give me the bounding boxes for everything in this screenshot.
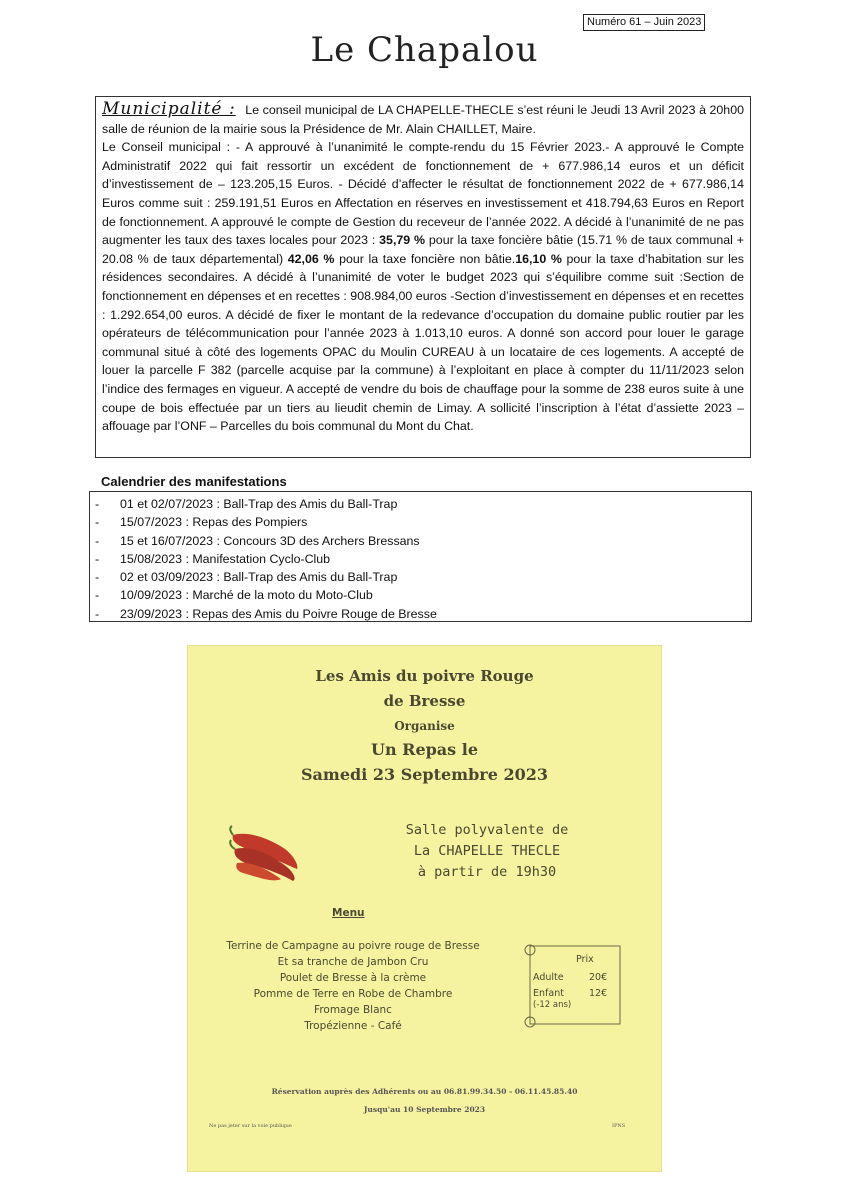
list-item (90, 605, 751, 623)
body-part-4: pour la taxe d’habitation sur les résidences secondaires. A décidé à l’unanimité de voter le budget 2023 qui s’équilibre comme suit :Section de fonctionnement en dépenses et en recettes : 908.984,00 euros -Section d’investissement en dépenses et en recettes : 1.292.654,00 euros. A décidé de fixer le montant de la redevance d’occupation du domaine public routier par les opérateurs de télécommunication pour l’année 2023 à 1.013,10 euros. A donné son accord pour louer le garage communal situé à côté des logements OPAC du Moulin CUREAU à un locataire de ces logements. A accepté de louer la parcelle F 382 (parcelle acquise par la commune) à l’exploitant en place à compter du 11/11/2023 selon l’indice des fermages en vigueur. A accepté de vendre du bois de chauffage pour la somme de 238 euros suite à une coupe de bois effectuée par un tiers au lieudit chemin de Limay. A sollicité l’inscription à l’état d’assiette 2023 – affouage par l’ONF – Parcelles du bois communal du Mont du Chat. (102, 251, 744, 434)
municipalite-intro: Le conseil municipal de LA CHAPELLE-THECLE s’est réuni le Jeudi 13 Avril 2023 à 20h00 salle de réunion de la mairie sous la Présidence de Mr. Alain CHAILLET, Maire. (102, 103, 744, 136)
menu-list (187, 938, 519, 1034)
price-child (533, 988, 608, 999)
event-text: 15 et 16/07/2023 : Concours 3D des Archers Bressans (120, 533, 420, 548)
menu-item: Fromage Blanc (314, 1004, 392, 1016)
menu-title: Menu (332, 907, 365, 919)
event-text: 15/07/2023 : Repas des Pompiers (120, 515, 308, 530)
event-text: 10/09/2023 : Marché de la moto du Moto-Club (120, 588, 373, 603)
event-text: 23/09/2023 : Repas des Amis du Poivre Rouge de Bresse (120, 606, 437, 621)
price-child-label: Enfant (533, 988, 564, 999)
menu-item: Pomme de Terre en Robe de Chambre (253, 988, 453, 1000)
list-dash: - (95, 570, 100, 585)
venue-line-2: La CHAPELLE THECLE (413, 843, 561, 859)
flyer-event-title: Un Repas le (370, 740, 479, 759)
flyer-association-name: Les Amis du poivre Rouge (315, 667, 534, 685)
body-part-3: pour la taxe foncière non bâtie. (339, 251, 516, 266)
flyer-reservation (187, 1083, 662, 1119)
event-flyer (187, 645, 662, 1172)
flyer-association-name-2: de Bresse (383, 692, 466, 710)
body-part-2: pour la taxe foncière bâtie (15.71 % de taux communal + 20.08 % de taux départemental) (102, 233, 744, 266)
venue-line-3: à partir de 19h30 (417, 864, 557, 880)
list-item (90, 550, 751, 568)
flyer-organise: Organise (394, 719, 455, 733)
issue-label: Numéro 61 – Juin 2023 (583, 14, 705, 31)
price-child-note: (-12 ans) (533, 1000, 572, 1010)
price-adult (533, 972, 608, 983)
price-adult-label: Adulte (533, 972, 564, 983)
list-item (90, 513, 751, 531)
list-dash: - (95, 551, 100, 566)
list-dash: - (95, 515, 100, 530)
price-child-value: 12€ (589, 988, 608, 999)
municipalite-body (102, 138, 744, 436)
flyer-venue (387, 820, 587, 883)
list-item (90, 532, 751, 550)
menu-item: Terrine de Campagne au poivre rouge de Bresse (226, 940, 480, 952)
newsletter-title: Le Chapalou (310, 30, 539, 70)
venue-line-1: Salle polyvalente de (405, 822, 569, 838)
deadline-line: Jusqu'au 10 Septembre 2023 (363, 1105, 486, 1114)
list-dash: - (95, 606, 100, 621)
price-scroll-icon (520, 940, 628, 1032)
list-dash: - (95, 533, 100, 548)
list-dash: - (95, 588, 100, 603)
flyer-event-date: Samedi 23 Septembre 2023 (300, 765, 549, 784)
event-text: 15/08/2023 : Manifestation Cyclo-Club (120, 551, 331, 566)
municipalite-section (95, 96, 751, 458)
rate-fonciere-non-batie: 42,06 % (287, 251, 335, 266)
list-item (90, 495, 751, 513)
red-pepper-icon (227, 825, 307, 885)
price-label: Prix (576, 954, 594, 965)
reservation-line: Réservation auprès des Adhérents ou au 06.81.99.34.50 - 06.11.45.85.40 (271, 1087, 578, 1096)
calendar-heading: Calendrier des manifestations (101, 474, 287, 489)
event-text: 02 et 03/09/2023 : Ball-Trap des Amis du Ball-Trap (120, 570, 398, 585)
body-part-1: Le Conseil municipal : - A approuvé à l’unanimité le compte-rendu du 15 Février 2023.- A approuvé le Compte Administratif 2022 qui fait ressortir un excédent de fonctionnement de + 677.986,14 euros et un déficit d’investissement de – 123.205,15 Euros. - Décidé d’affecter le résultat de fonctionnement 2022 de + 677.986,14 Euros comme suit : 259.191,51 Euros en Affectation en réserves en investissement et 418.794,63 Euros en Report de fonctionnement. A approuvé le compte de Gestion du receveur de l’année 2022. A décidé à l’unanimité de ne pas augmenter les taux des taxes locales pour 2023 : (102, 140, 744, 248)
calendar-list (89, 491, 752, 622)
price-adult-value: 20€ (589, 972, 608, 983)
menu-item: Poulet de Bresse à la crème (279, 972, 427, 984)
list-item (90, 586, 751, 604)
rate-habitation: 16,10 % (515, 251, 562, 266)
list-dash: - (95, 497, 100, 511)
municipalite-heading: Municipalité : (102, 99, 236, 119)
rate-fonciere-batie: 35,79 % (379, 233, 426, 248)
flyer-footer-notice: Ne pas jeter sur la voie publique (209, 1123, 292, 1129)
list-item (90, 568, 751, 586)
menu-item: Tropézienne - Café (304, 1020, 402, 1032)
menu-item: Et sa tranche de Jambon Cru (277, 956, 429, 968)
flyer-footer-ipns: IPNS (612, 1123, 626, 1129)
event-text: 01 et 02/07/2023 : Ball-Trap des Amis du Ball-Trap (120, 497, 398, 511)
municipalite-paragraph (102, 100, 744, 138)
